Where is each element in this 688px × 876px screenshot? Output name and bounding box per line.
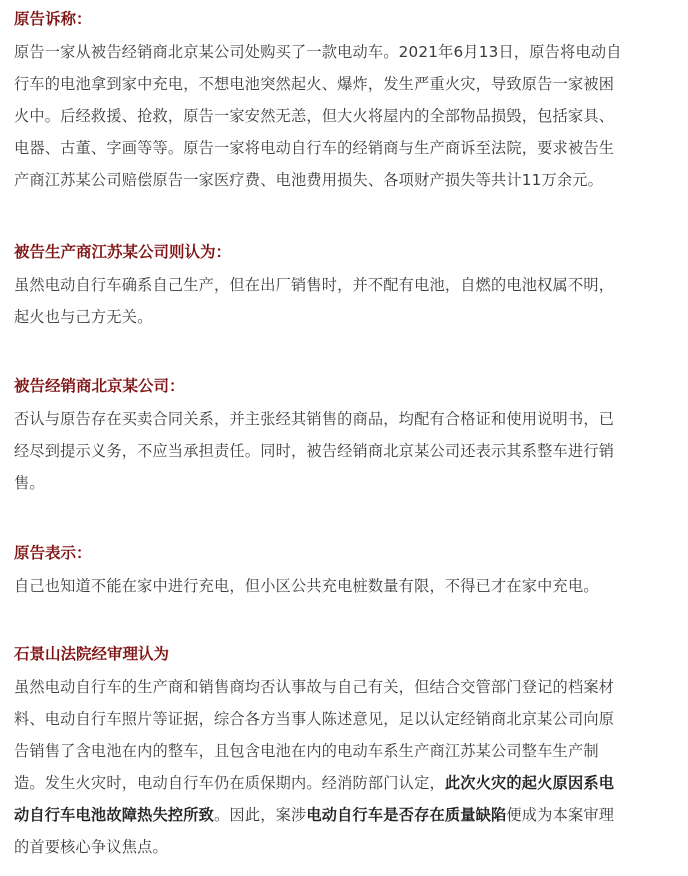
defendant-manufacturer-section xyxy=(14,241,678,333)
line-text: 造。发生火灾时，电动自行车仍在质保期内。经消防部门认定， xyxy=(14,774,445,792)
paragraph-line: 行车的电池拿到家中充电，不想电池突然起火、爆炸，发生严重火灾，导致原告一家被困 xyxy=(14,75,615,93)
section-heading: 原告诉称： xyxy=(14,10,92,28)
section-paragraph xyxy=(14,570,678,602)
paragraph-line: 告销售了含电池在内的整车，且包含电池在内的电动车系生产商江苏某公司整车生产制 xyxy=(14,742,599,760)
section-paragraph xyxy=(14,269,678,333)
paragraph-line: 火中。后经救援、抢救，原告一家安然无恙，但大火将屋内的全部物品损毁，包括家具、 xyxy=(14,107,615,125)
section-paragraph xyxy=(14,403,678,499)
section-paragraph xyxy=(14,36,678,196)
paragraph-line: 的首要核心争议焦点。 xyxy=(14,838,168,856)
paragraph-line xyxy=(14,799,678,831)
defendant-dealer-section xyxy=(14,375,678,499)
paragraph-line: 经尽到提示义务，不应当承担责任。同时，被告经销商北京某公司还表示其系整车进行销 xyxy=(14,442,615,460)
paragraph-line: 自己也知道不能在家中进行充电，但小区公共充电桩数量有限，不得已才在家中充电。 xyxy=(14,577,599,595)
bold-emphasis: 动自行车电池故障热失控所致 xyxy=(14,806,215,824)
paragraph-line: 电器、古董、字画等等。原告一家将电动自行车的经销商与生产商诉至法院，要求被告生 xyxy=(14,139,615,157)
line-text: 便成为本案审理 xyxy=(506,806,615,824)
section-heading: 被告经销商北京某公司： xyxy=(14,377,185,395)
bold-emphasis: 电动自行车是否存在质量缺陷 xyxy=(306,806,507,824)
line-text: 。因此，案涉 xyxy=(214,806,307,824)
paragraph-line: 料、电动自行车照片等证据，综合各方当事人陈述意见，足以认定经销商北京某公司向原 xyxy=(14,710,615,728)
plaintiff-claim-section xyxy=(14,8,678,196)
paragraph-line: 售。 xyxy=(14,474,45,492)
paragraph-line: 产商江苏某公司赔偿原告一家医疗费、电池费用损失、各项财产损失等共计11万余元。 xyxy=(14,171,604,189)
section-heading: 被告生产商江苏某公司则认为： xyxy=(14,243,232,261)
paragraph-line: 原告一家从被告经销商北京某公司处购买了一款电动车。2021年6月13日，原告将电动自 xyxy=(14,43,622,61)
paragraph-line: 否认与原告存在买卖合同关系，并主张经其销售的商品，均配有合格证和使用说明书，已 xyxy=(14,410,615,428)
section-paragraph xyxy=(14,671,678,863)
paragraph-line: 虽然电动自行车确系自己生产，但在出厂销售时，并不配有电池，自燃的电池权属不明， xyxy=(14,276,615,294)
paragraph-line: 起火也与己方无关。 xyxy=(14,308,153,326)
paragraph-line: 虽然电动自行车的生产商和销售商均否认事故与自己有关，但结合交管部门登记的档案材 xyxy=(14,678,615,696)
paragraph-line xyxy=(14,767,678,799)
section-heading: 原告表示： xyxy=(14,544,92,562)
section-heading: 石景山法院经审理认为 xyxy=(14,645,170,663)
plaintiff-statement-section xyxy=(14,542,678,602)
court-ruling-section xyxy=(14,643,678,863)
bold-emphasis: 此次火灾的起火原因系电 xyxy=(444,774,615,792)
